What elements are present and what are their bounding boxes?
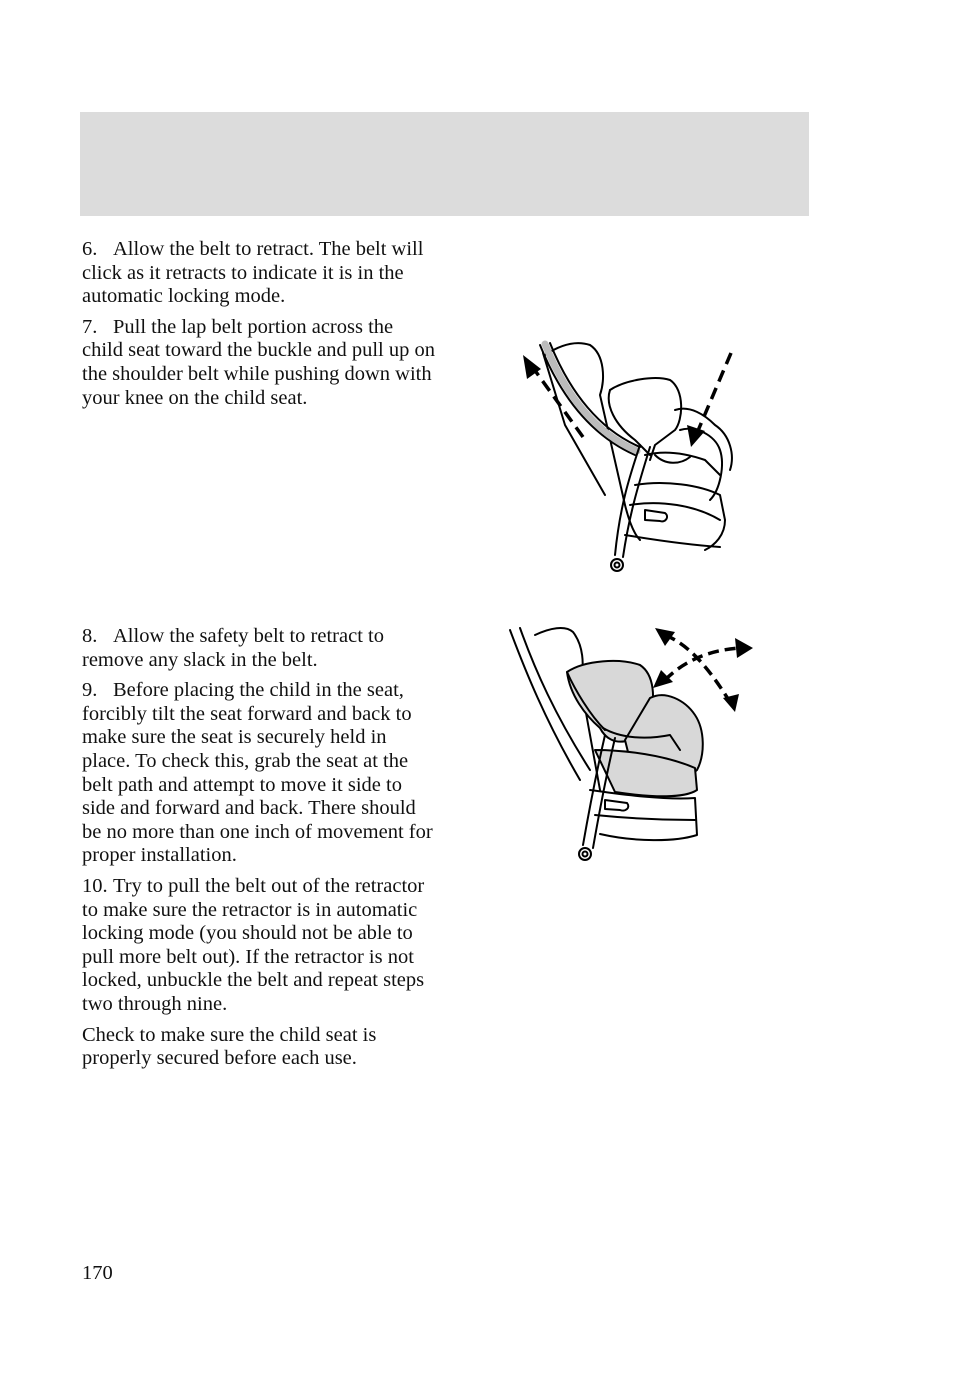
step-7: [82, 316, 437, 410]
step-number: 6.: [82, 238, 98, 260]
step-number: 9.: [82, 679, 98, 702]
steps-column-bottom: [82, 625, 437, 1071]
step-6: [82, 238, 437, 309]
step-text: Pull the lap belt portion across the child seat toward the buckle and pull up on the shoulder belt while pushing down with your knee on the child seat.: [82, 315, 435, 409]
step-text: Allow the belt to retract. The belt will click as it retracts to indicate it is in the automatic locking mode.: [82, 238, 424, 308]
child-seat-tighten-illustration: [505, 335, 755, 580]
page-number: 170: [82, 1262, 113, 1284]
child-seat-tilt-check-illustration: [505, 620, 760, 865]
steps-column-top: [82, 238, 437, 410]
step-8: [82, 625, 437, 672]
header-band: [80, 112, 809, 216]
step-text: Allow the safety belt to retract to remove any slack in the belt.: [82, 625, 384, 671]
step-number: 8.: [82, 625, 98, 647]
closing-note: Check to make sure the child seat is properly secured before each use.: [82, 1023, 377, 1070]
step-9: [82, 679, 437, 868]
step-text: Before placing the child in the seat, forcibly tilt the seat forward and back to make sure the seat is securely held in place. To check this, grab the seat at the belt path and attempt to move it side to side and forward and back. There should be no more than one inch of movement for proper installation.: [82, 679, 433, 867]
step-10: [82, 875, 437, 1017]
step-text: Try to pull the belt out of the retractor to make sure the retractor is in automatic locking mode (you should not be able to pull more belt out). If the retractor is not locked, unbuckle the belt and repeat steps two through nine.: [82, 874, 425, 1015]
step-number: 10.: [82, 874, 108, 897]
step-number: 7.: [82, 315, 98, 338]
